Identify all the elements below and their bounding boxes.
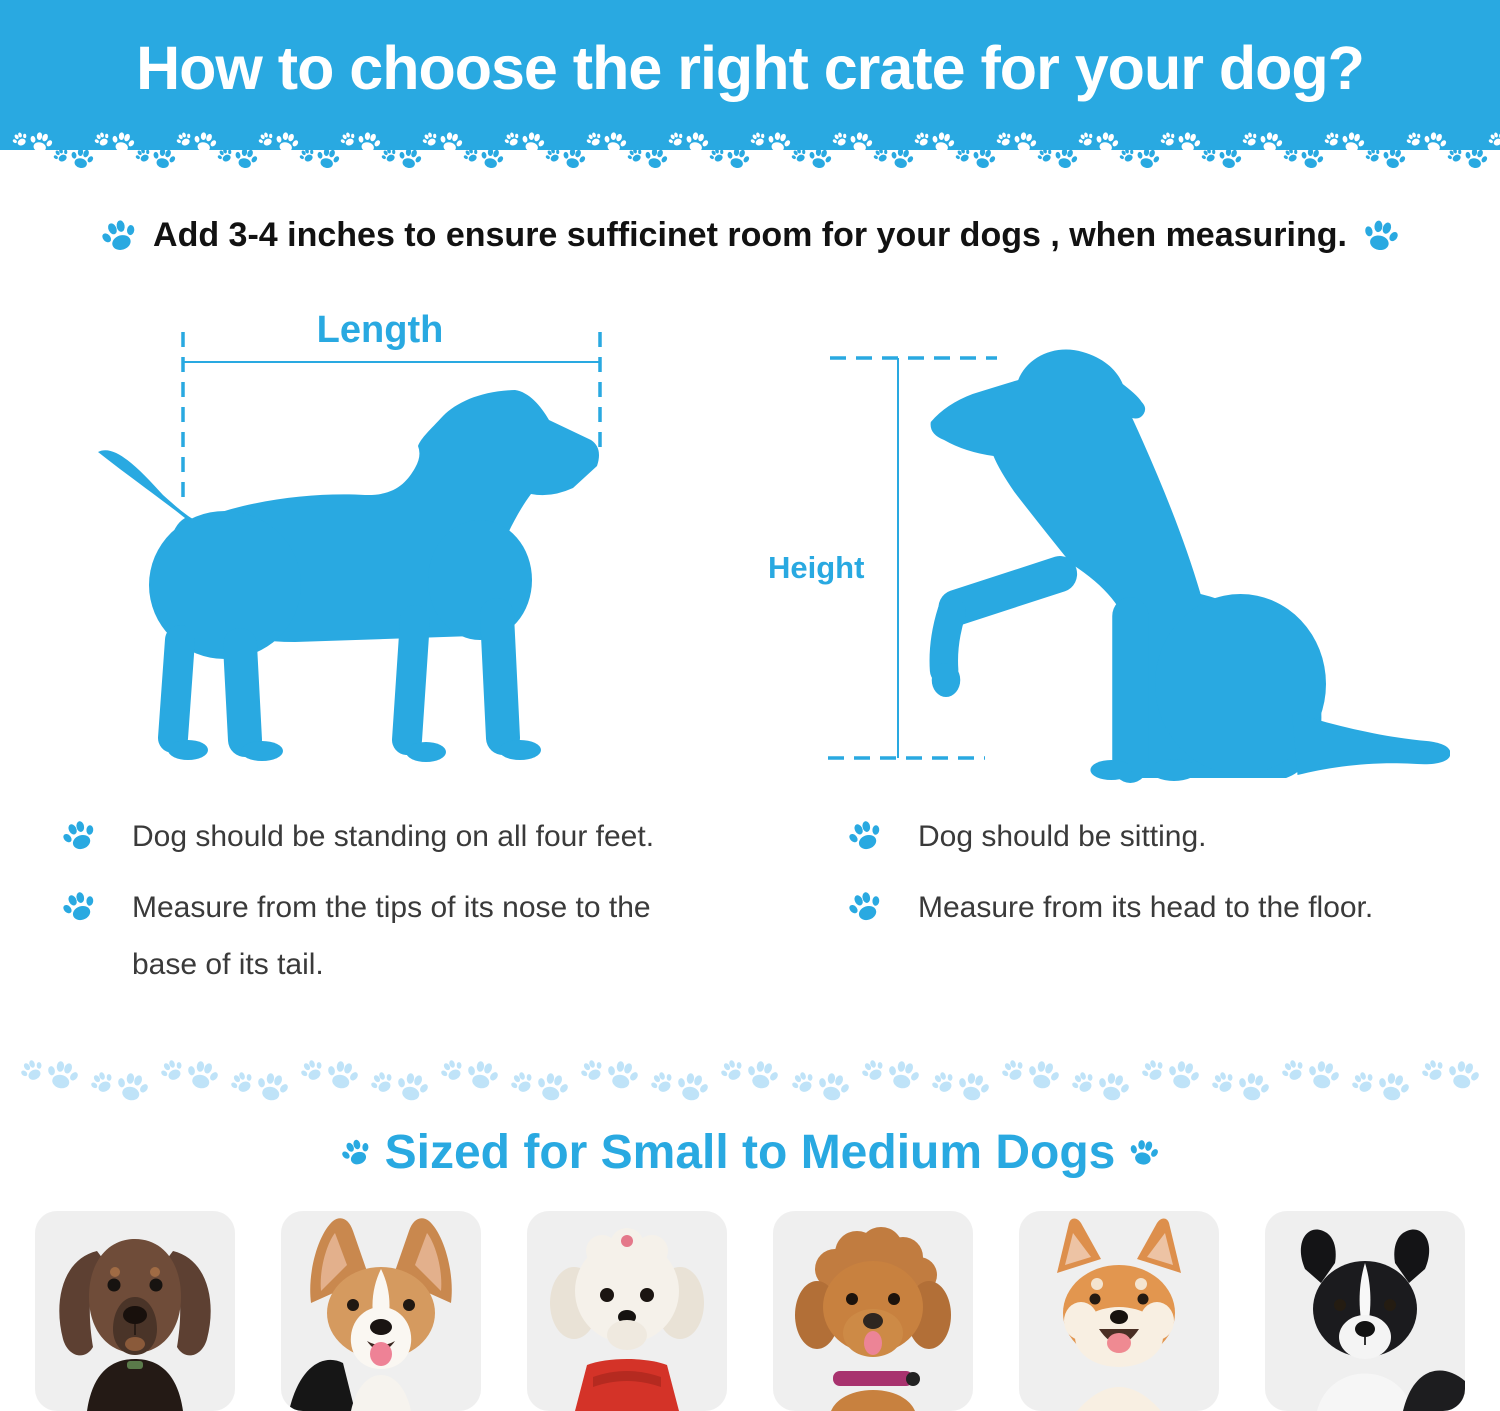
banner: [0, 0, 1500, 150]
paw-print-icon: [1406, 130, 1447, 154]
paw-print-icon: [510, 1070, 569, 1103]
corgi-illustration: [281, 1211, 481, 1411]
paw-print-icon: [709, 146, 750, 170]
paw-print-icon: [586, 130, 627, 154]
paw-print-icon: [1078, 130, 1119, 154]
paw-bullet-icon: [843, 884, 887, 928]
paw-print-icon: [750, 130, 791, 154]
paw-print-icon: [1351, 1070, 1410, 1103]
measuring-tip-text: Add 3-4 inches to ensure sufficinet room for your dogs , when measuring.: [153, 215, 1347, 254]
list-item: [848, 879, 1500, 936]
paw-print-icon: [176, 130, 217, 154]
paw-print-icon: [1281, 1058, 1340, 1091]
paw-print-icon: [791, 146, 832, 170]
sized-section-heading: [0, 1121, 1500, 1183]
paw-print-icon: [627, 146, 668, 170]
paw-bullet-icon: [57, 884, 101, 928]
list-item: [62, 808, 700, 865]
paw-print-icon: [1141, 1058, 1200, 1091]
paw-print-icon: [1119, 146, 1160, 170]
paw-print-icon: [1242, 130, 1283, 154]
paw-print-icon: [340, 130, 381, 154]
paw-print-icon: [370, 1070, 429, 1103]
paw-bullet-icon: [57, 813, 101, 857]
measurement-diagram: [0, 298, 1500, 790]
paw-bullet-icon: [843, 813, 887, 857]
dog-photo-shiba-inu: [1019, 1211, 1219, 1411]
paw-print-icon: [1037, 146, 1078, 170]
page-title: How to choose the right crate for your dog?: [136, 34, 1364, 102]
paw-print-icon: [996, 130, 1037, 154]
bullet-text: Dog should be sitting.: [918, 820, 1207, 853]
paw-print-icon: [1365, 146, 1406, 170]
paw-print-icon: [135, 146, 176, 170]
sitting-dog-figure: [750, 330, 1450, 790]
paw-print-icon: [230, 1070, 289, 1103]
paw-print-icon: [545, 146, 586, 170]
length-diagram: [85, 298, 645, 790]
paw-print-icon: [955, 146, 996, 170]
instructions: [0, 808, 1500, 1007]
paw-print-icon: [300, 1058, 359, 1091]
height-label: Height: [768, 550, 865, 585]
paw-print-icon: [914, 130, 955, 154]
paw-print-icon: [861, 1058, 920, 1091]
paw-print-icon: [668, 130, 709, 154]
paw-print-icon: [381, 146, 422, 170]
paw-print-icon: [94, 130, 135, 154]
paw-print-icon: [791, 1070, 850, 1103]
list-item: [62, 879, 700, 993]
dog-photo-corgi: [281, 1211, 481, 1411]
bullet-text: Measure from the tips of its nose to the base of its tail.: [132, 891, 651, 981]
paw-print-icon: [1324, 130, 1365, 154]
paw-print-icon: [90, 1070, 149, 1103]
paw-print-icon: [1201, 146, 1242, 170]
paw-divider: [0, 1033, 1500, 1091]
bullet-text: Dog should be standing on all four feet.: [132, 820, 655, 853]
paw-print-icon: [1211, 1070, 1270, 1103]
paw-print-icon: [1001, 1058, 1060, 1091]
paw-print-icon: [440, 1058, 499, 1091]
shiba-inu-illustration: [1019, 1211, 1219, 1411]
paw-print-icon: [20, 1058, 79, 1091]
paw-print-icon: [422, 130, 463, 154]
maltese-illustration: [527, 1211, 727, 1411]
dog-photo-dachshund: [35, 1211, 235, 1411]
paw-icon: [1360, 214, 1403, 257]
dachshund-illustration: [35, 1211, 235, 1411]
paw-icon: [96, 212, 141, 257]
paw-print-icon: [832, 130, 873, 154]
paw-icon: [336, 1132, 375, 1171]
paw-print-icon: [217, 146, 258, 170]
sized-heading-text: Sized for Small to Medium Dogs: [384, 1125, 1116, 1179]
list-item: [848, 808, 1500, 865]
paw-print-icon: [258, 130, 299, 154]
length-instructions: [0, 808, 700, 1007]
paw-print-icon: [1421, 1058, 1480, 1091]
measuring-tip: [0, 212, 1500, 258]
paw-print-icon: [1447, 146, 1488, 170]
paw-print-icon: [53, 146, 94, 170]
paw-icon: [1127, 1135, 1162, 1170]
length-label: Length: [316, 309, 444, 351]
height-instructions: [700, 808, 1500, 1007]
paw-print-icon: [873, 146, 914, 170]
banner-paw-border: [0, 108, 1500, 154]
border-collie-illustration: [1265, 1211, 1465, 1411]
breed-photo-row: [0, 1211, 1500, 1411]
paw-print-icon: [299, 146, 340, 170]
standing-dog-silhouette: [98, 390, 599, 762]
paw-print-icon: [463, 146, 504, 170]
paw-print-icon: [720, 1058, 779, 1091]
dog-photo-toy-poodle: [773, 1211, 973, 1411]
standing-dog-figure: [85, 298, 645, 790]
paw-print-icon: [160, 1058, 219, 1091]
height-diagram: [750, 330, 1450, 790]
paw-print-icon: [1283, 146, 1324, 170]
dog-photo-border-collie: [1265, 1211, 1465, 1411]
paw-print-icon: [931, 1070, 990, 1103]
sitting-dog-silhouette: [931, 350, 1450, 781]
paw-print-icon: [504, 130, 545, 154]
dog-photo-maltese: [527, 1211, 727, 1411]
paw-print-icon: [1071, 1070, 1130, 1103]
paw-print-icon: [580, 1058, 639, 1091]
paw-print-icon: [650, 1070, 709, 1103]
paw-print-icon: [1160, 130, 1201, 154]
paw-print-icon: [12, 130, 53, 154]
bullet-text: Measure from its head to the floor.: [918, 891, 1374, 924]
toy-poodle-illustration: [773, 1211, 973, 1411]
